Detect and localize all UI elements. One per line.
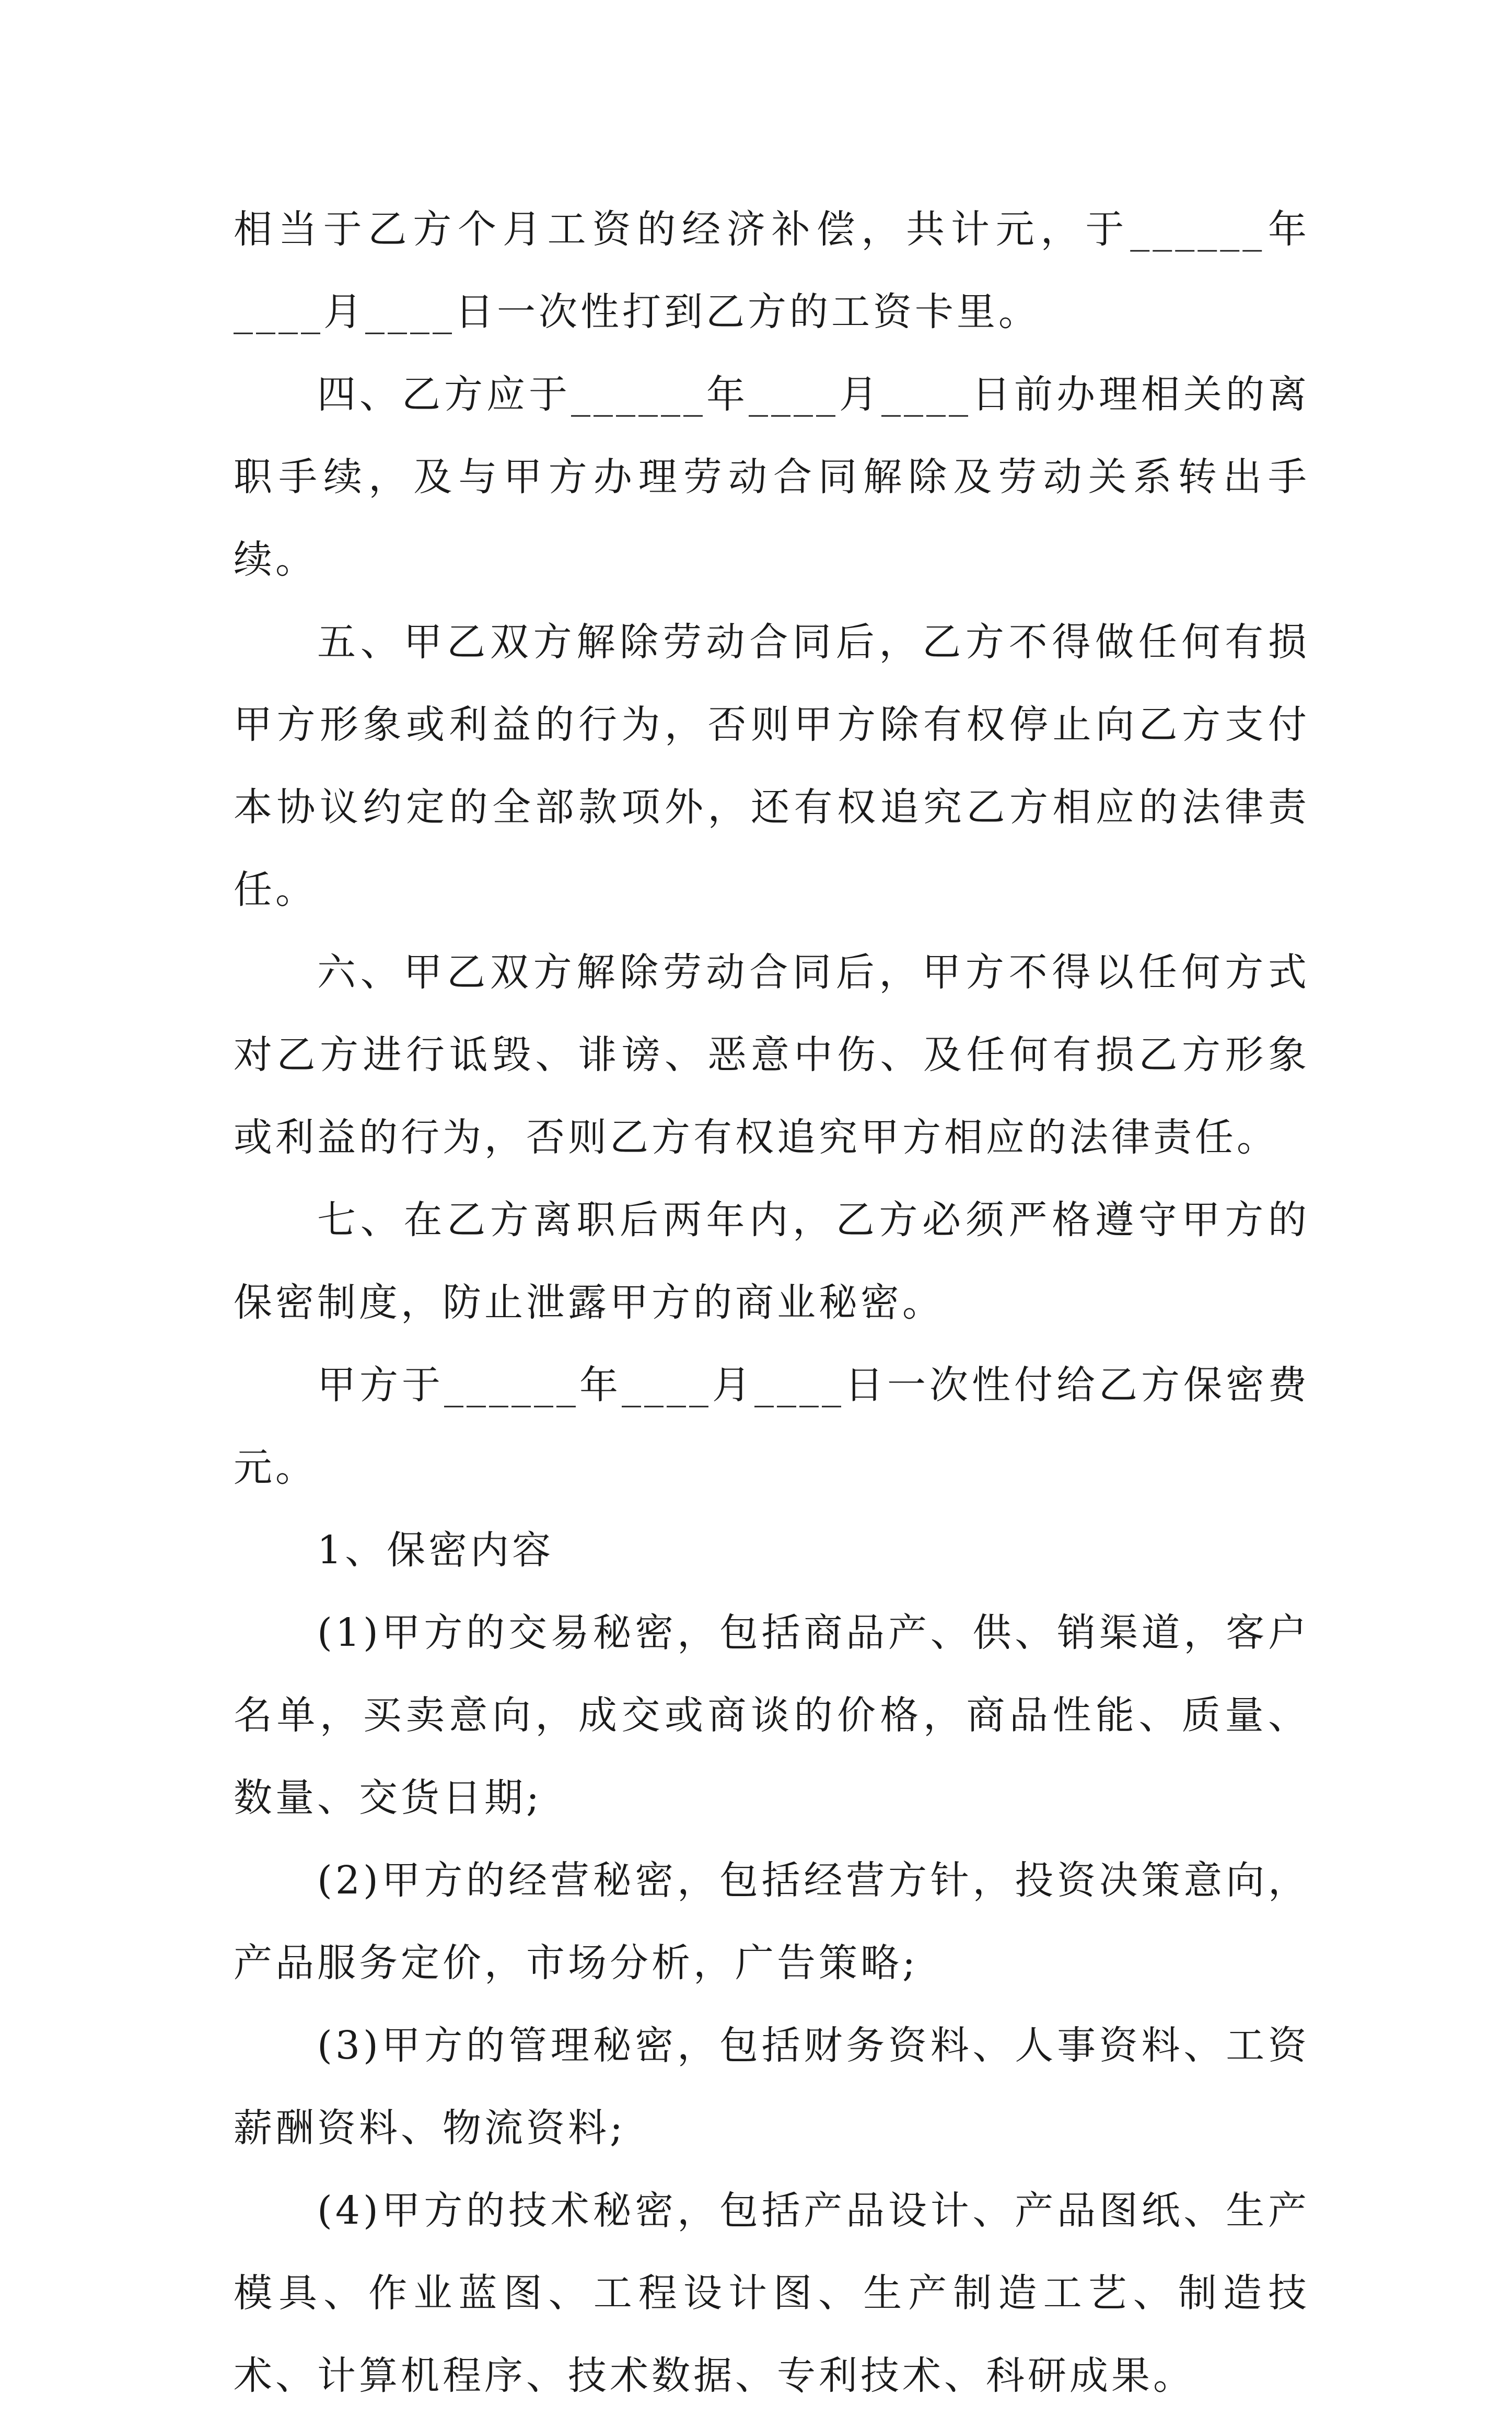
list-item-trade-secrets: (1)甲方的交易秘密，包括商品产、供、销渠道，客户名单，买卖意向，成交或商谈的价格，商品性能、质量、数量、交货日期; (234, 1610, 1310, 1820)
list-item-technical-secrets: (4)甲方的技术秘密，包括产品设计、产品图纸、生产模具、作业蓝图、工程设计图、生产制造工艺、制造技术、计算机程序、技术数据、专利技术、科研成果。 (234, 2188, 1310, 2398)
paragraph-clause-6-party-a-obligations: 六、甲乙双方解除劳动合同后，甲方不得以任何方式对乙方进行诋毁、诽谤、恶意中伤、及任何有损乙方形象或利益的行为，否则乙方有权追究甲方相应的法律责任。 (234, 950, 1310, 1160)
list-item-management-secrets: (3)甲方的管理秘密，包括财务资料、人事资料、工资薪酬资料、物流资料; (234, 2023, 1310, 2151)
section-heading-confidential-content: 1、保密内容 (317, 1528, 554, 1573)
paragraph-clause-4-resignation-procedures: 四、乙方应于______年____月____日前办理相关的离职手续，及与甲方办理劳动合同解除及劳动关系转出手续。 (234, 372, 1310, 582)
document-body (234, 188, 1310, 2417)
paragraph-clause-7-confidentiality: 七、在乙方离职后两年内，乙方必须严格遵守甲方的保密制度，防止泄露甲方的商业秘密。 (234, 1198, 1310, 1325)
paragraph-clause-5-party-b-obligations: 五、甲乙双方解除劳动合同后，乙方不得做任何有损甲方形象或利益的行为，否则甲方除有权停止向乙方支付本协议约定的全部款项外，还有权追究乙方相应的法律责任。 (234, 620, 1310, 912)
paragraph-confidentiality-fee: 甲方于______年____月____日一次性付给乙方保密费元。 (234, 1363, 1310, 1490)
paragraph-compensation-payment: 相当于乙方个月工资的经济补偿，共计元，于______年____月____日一次性打到乙方的工资卡里。 (234, 207, 1310, 334)
list-item-business-secrets: (2)甲方的经营秘密，包括经营方针，投资决策意向，产品服务定价，市场分析，广告策略; (234, 1858, 1310, 1985)
